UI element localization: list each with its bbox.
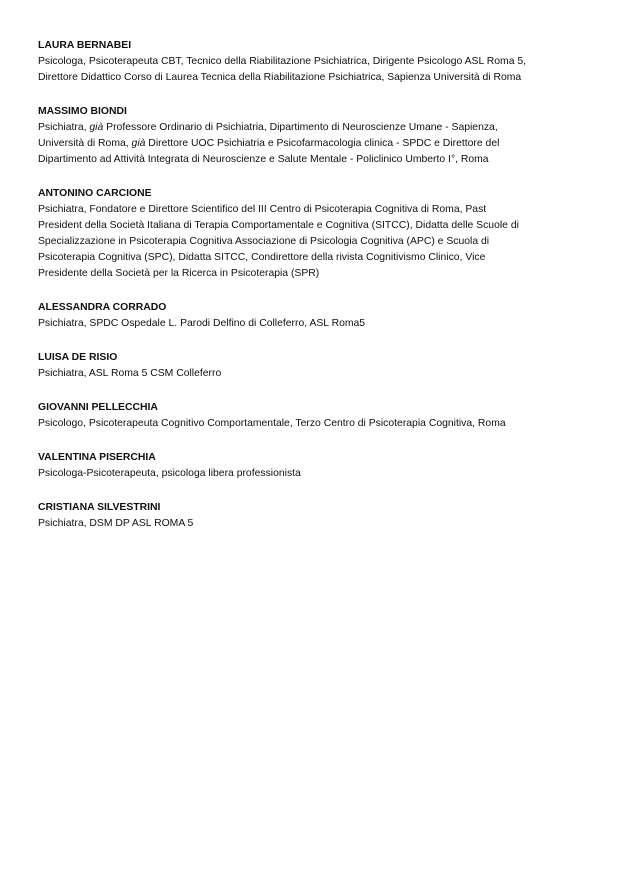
faculty-description xyxy=(38,54,586,86)
text-segment: Psicologa, Psicoterapeuta CBT, Tecnico della Riabilitazione Psichiatrica, Dirigente Psicologo ASL Roma 5, xyxy=(38,56,527,67)
text-segment: Presidente della Società per la Ricerca in Psicoterapia (SPR) xyxy=(38,268,320,279)
faculty-entry xyxy=(38,450,586,482)
faculty-description xyxy=(38,120,586,168)
faculty-entry xyxy=(38,400,586,432)
faculty-name: GIOVANNI PELLECCHIA xyxy=(38,402,158,413)
description-line xyxy=(38,136,586,152)
faculty-description xyxy=(38,516,586,532)
text-segment: Dipartimento ad Attività Integrata di Neuroscienze e Salute Mentale - Policlinico Umberto I°, Roma xyxy=(38,154,489,165)
text-segment: Psicologo, Psicoterapeuta Cognitivo Comportamentale, Terzo Centro di Psicoterapia Cognitiva, Roma xyxy=(38,418,506,429)
description-line xyxy=(38,516,586,532)
text-segment: Psichiatra, xyxy=(38,122,90,133)
text-segment: Psichiatra, SPDC Ospedale L. Parodi Delfino di Colleferro, ASL Roma5 xyxy=(38,318,366,329)
description-line xyxy=(38,250,586,266)
description-line xyxy=(38,120,586,136)
description-line xyxy=(38,466,586,482)
description-line xyxy=(38,202,586,218)
description-line xyxy=(38,152,586,168)
description-line xyxy=(38,54,586,70)
description-line xyxy=(38,70,586,86)
text-segment: Università di Roma, xyxy=(38,138,132,149)
text-segment: Psichiatra, DSM DP ASL ROMA 5 xyxy=(38,518,194,529)
faculty-list xyxy=(38,38,586,550)
description-line xyxy=(38,416,586,432)
description-line xyxy=(38,316,586,332)
italic-text: già xyxy=(131,138,146,149)
faculty-name: ALESSANDRA CORRADO xyxy=(38,302,167,313)
text-segment: Psichiatra, Fondatore e Direttore Scientifico del III Centro di Psicoterapia Cognitiva di Roma, Past xyxy=(38,204,487,215)
faculty-entry xyxy=(38,500,586,532)
faculty-description xyxy=(38,466,586,482)
text-segment: Specializzazione in Psicoterapia Cognitiva Associazione di Psicologia Cognitiva (APC) e Scuola di xyxy=(38,236,490,247)
text-segment: President della Società Italiana di Terapia Comportamentale e Cognitiva (SITCC), Didatta delle Scuole di xyxy=(38,220,519,231)
faculty-name: LUISA DE RISIO xyxy=(38,352,118,363)
faculty-description xyxy=(38,202,586,282)
text-segment: Psicologa-Psicoterapeuta, psicologa libera professionista xyxy=(38,468,301,479)
faculty-description xyxy=(38,316,586,332)
faculty-name: CRISTIANA SILVESTRINI xyxy=(38,502,161,513)
faculty-entry xyxy=(38,186,586,282)
text-segment: Direttore Didattico Corso di Laurea Tecnica della Riabilitazione Psichiatrica, Sapienza Università di Roma xyxy=(38,72,522,83)
italic-text: già xyxy=(89,122,104,133)
faculty-entry xyxy=(38,350,586,382)
description-line xyxy=(38,218,586,234)
text-segment: Professore Ordinario di Psichiatria, Dipartimento di Neuroscienze Umane - Sapienza, xyxy=(103,122,498,133)
description-line xyxy=(38,366,586,382)
faculty-entry xyxy=(38,38,586,86)
faculty-description xyxy=(38,366,586,382)
text-segment: Psicoterapia Cognitiva (SPC), Didatta SITCC, Condirettore della rivista Cognitivismo Clinico, Vice xyxy=(38,252,486,263)
faculty-entry xyxy=(38,104,586,168)
faculty-name: MASSIMO BIONDI xyxy=(38,106,127,117)
faculty-name: VALENTINA PISERCHIA xyxy=(38,452,156,463)
text-segment: Psichiatra, ASL Roma 5 CSM Colleferro xyxy=(38,368,222,379)
faculty-name: LAURA BERNABEI xyxy=(38,40,132,51)
description-line xyxy=(38,266,586,282)
text-segment: Direttore UOC Psichiatria e Psicofarmacologia clinica - SPDC e Direttore del xyxy=(145,138,500,149)
faculty-name: ANTONINO CARCIONE xyxy=(38,188,152,199)
faculty-description xyxy=(38,416,586,432)
faculty-entry xyxy=(38,300,586,332)
description-line xyxy=(38,234,586,250)
